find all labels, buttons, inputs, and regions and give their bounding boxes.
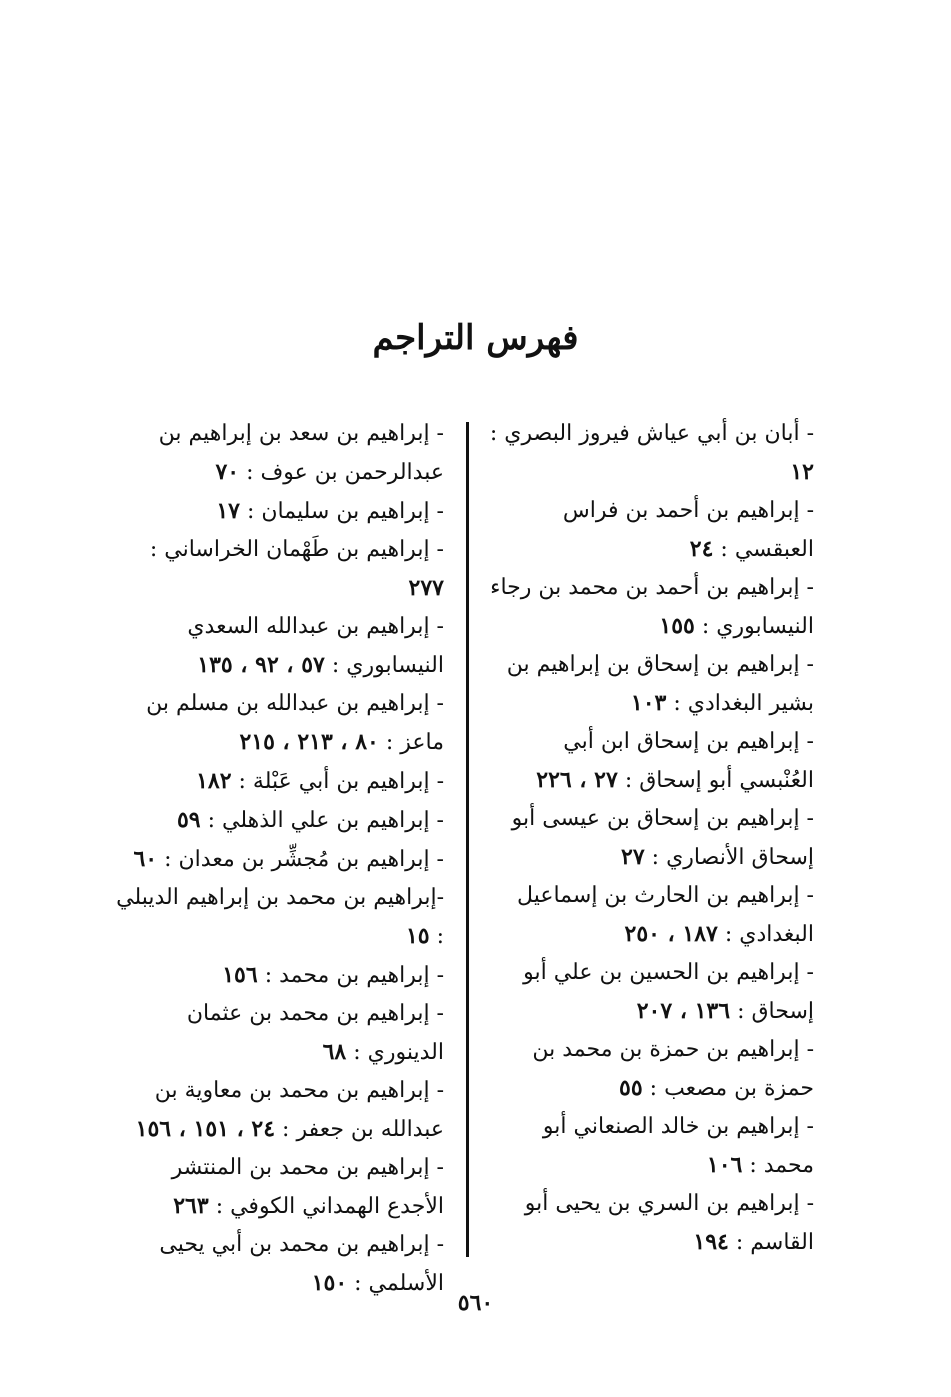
entry-pages: ١٩٤	[693, 1229, 729, 1255]
entry-pages: ٥٩	[176, 807, 201, 833]
entry-pages: ٨٠ ، ٢١٣ ، ٢١٥	[239, 729, 379, 755]
entry-name: - إبراهيم بن سعد بن إبراهيم بن عبدالرحمن بن عوف :	[158, 421, 444, 485]
entry-pages: ٢٤ ، ١٥١ ، ١٥٦	[135, 1116, 276, 1142]
index-entry	[112, 879, 444, 956]
index-entry	[486, 646, 814, 723]
entry-name: - إبراهيم بن إسحاق بن عيسى أبو إسحاق الأنصاري :	[511, 806, 814, 870]
index-entry	[112, 608, 444, 685]
entry-pages: ١٥٠	[311, 1270, 348, 1296]
index-entry	[112, 956, 444, 995]
index-entry	[486, 954, 814, 1031]
entry-name: - إبراهيم بن محمد :	[264, 963, 444, 988]
entry-name: - إبراهيم بن أحمد بن فراس العبقسي :	[562, 498, 814, 562]
index-entry	[486, 800, 814, 877]
index-column-left	[112, 415, 444, 1303]
index-entry	[486, 415, 814, 492]
entry-name: - إبراهيم بن خالد الصنعاني أبو محمد :	[542, 1114, 814, 1178]
index-entry	[112, 492, 444, 531]
entry-name: - إبراهيم بن محمد بن أبي يحيى الأسلمي :	[159, 1232, 444, 1296]
entry-pages: ٢٧	[621, 844, 645, 870]
entry-name: - إبراهيم بن حمزة بن محمد بن حمزة بن مصعب :	[532, 1037, 814, 1101]
index-entry	[486, 1108, 814, 1185]
entry-name: - إبراهيم بن إسحاق بن إبراهيم بن بشير البغدادي :	[506, 652, 814, 716]
entry-name: - إبراهيم بن علي الذهلي :	[207, 808, 444, 833]
index-entry	[486, 1031, 814, 1108]
entry-pages: ١٧	[216, 498, 240, 524]
entry-pages: ٧٠	[215, 459, 240, 485]
entry-name: - إبراهيم بن عبدالله السعدي النيسابوري :	[187, 614, 444, 678]
entry-pages: ٥٥	[619, 1075, 643, 1101]
index-column-right	[486, 415, 814, 1262]
index-entry	[112, 1072, 444, 1149]
entry-name: - إبراهيم بن إسحاق ابن أبي العُنْبسي أبو إسحاق :	[563, 729, 814, 793]
entry-name: - إبراهيم بن محمد بن المنتشر الأجدع الهمداني الكوفي :	[171, 1155, 444, 1219]
page-number: ٥٦٠	[457, 1290, 494, 1316]
entry-name: -إبراهيم بن محمد بن إبراهيم الديبلي :	[116, 885, 444, 949]
entry-pages: ١٥	[405, 923, 430, 949]
entry-name: - إبراهيم بن عبدالله بن مسلم بن ماعز :	[146, 691, 444, 755]
index-entry	[486, 492, 814, 569]
entry-pages: ١٥٦	[222, 962, 258, 988]
entry-pages: ٥٧ ، ٩٢ ، ١٣٥	[197, 652, 325, 678]
entry-name: - إبراهيم بن طَهْمان الخراساني :	[149, 537, 444, 562]
entry-pages: ٦٠	[133, 846, 158, 872]
column-divider	[466, 422, 469, 1257]
index-entry	[486, 877, 814, 954]
entry-name: - إبراهيم بن أحمد بن محمد بن رجاء النيسابوري :	[490, 575, 814, 639]
index-entry	[486, 723, 814, 800]
index-entry	[112, 762, 444, 801]
entry-name: - إبراهيم بن أبي عَبْلة :	[238, 769, 444, 794]
index-entry	[112, 1149, 444, 1226]
entry-pages: ١٥٥	[659, 613, 695, 639]
entry-pages: ١٨٢	[196, 768, 232, 794]
entry-pages: ٢٧٧	[408, 575, 444, 601]
entry-pages: ١٣٦ ، ٢٠٧	[636, 998, 731, 1024]
index-entry	[112, 801, 444, 840]
entry-pages: ٦٨	[322, 1039, 347, 1065]
entry-name: - إبراهيم بن محمد بن عثمان الدينوري :	[186, 1001, 444, 1065]
entry-pages: ١٨٧ ، ٢٥٠	[624, 921, 718, 947]
entry-pages: ٢٧ ، ٢٢٦	[536, 767, 618, 793]
entry-name: - إبراهيم بن مُجشِّر بن معدان :	[164, 847, 444, 872]
index-entry	[112, 840, 444, 879]
entry-pages: ١٢	[790, 459, 814, 485]
index-entry	[486, 1185, 814, 1262]
index-entry	[112, 685, 444, 762]
entry-pages: ١٠٣	[630, 690, 667, 716]
entry-name: - إبراهيم بن السري بن يحيى أبو القاسم :	[524, 1191, 814, 1255]
entry-name: - إبراهيم بن الحارث بن إسماعيل البغدادي :	[517, 883, 814, 947]
entry-pages: ٢٤	[689, 536, 714, 562]
entry-name: - أبان بن أبي عياش فيروز البصري :	[489, 421, 814, 446]
entry-name: - إبراهيم بن الحسين بن علي أبو إسحاق :	[523, 960, 814, 1024]
page-title: فهرس التراجم	[372, 318, 579, 358]
entry-pages: ١٠٦	[706, 1152, 743, 1178]
entry-name: - إبراهيم بن سليمان :	[247, 499, 444, 524]
index-entry	[112, 415, 444, 492]
entry-name: - إبراهيم بن محمد بن معاوية بن عبدالله بن جعفر :	[154, 1078, 444, 1142]
index-entry	[486, 569, 814, 646]
index-entry	[112, 995, 444, 1072]
entry-pages: ٢٦٣	[173, 1193, 209, 1219]
index-entry	[112, 531, 444, 608]
